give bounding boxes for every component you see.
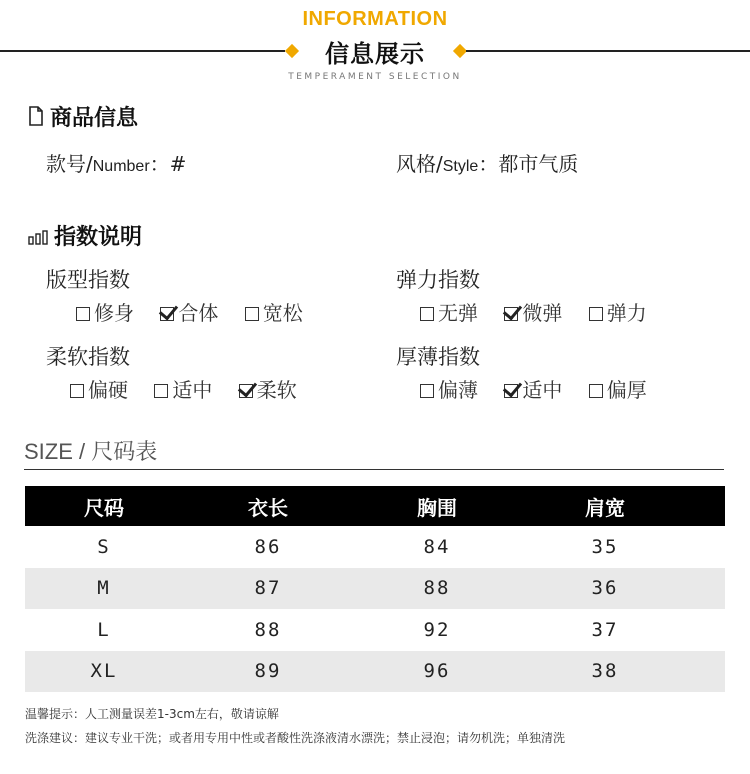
table-row [25, 609, 725, 651]
style-label: 风格/ [396, 152, 443, 176]
column-header: 尺码 [84, 495, 124, 520]
option-list [70, 374, 317, 403]
cell: M [97, 577, 111, 600]
group-title: 版型指数 [46, 268, 130, 292]
option: 弹力 [589, 297, 647, 326]
cell: 87 [254, 577, 282, 600]
index-title: 指数说明 [54, 225, 143, 250]
header-title-en: INFORMATION [302, 8, 448, 30]
header-title-cn: 信息展示 [325, 40, 425, 68]
cell: S [97, 535, 111, 558]
number-label-en: Number [92, 158, 150, 175]
cell: 88 [423, 577, 451, 600]
style-field [396, 148, 578, 177]
option: 偏薄 [420, 374, 478, 403]
document-icon [28, 106, 44, 132]
group-title: 弹力指数 [396, 268, 480, 292]
cell: 88 [254, 618, 282, 641]
checkbox-checked [239, 384, 253, 398]
wash-note: 洗涤建议：建议专业干洗；或者用专用中性或者酸性洗涤液清水漂洗；禁止浸泡；请勿机洗；单独清洗 [25, 731, 566, 745]
cell: 35 [591, 535, 619, 558]
product-info-heading [28, 101, 138, 132]
header-subtitle: TEMPERAMENT SELECTION [288, 72, 462, 82]
option: 无弹 [420, 297, 478, 326]
cell: 36 [591, 577, 619, 600]
checkbox [589, 307, 603, 321]
bar-chart-icon [28, 226, 48, 251]
option-list [420, 374, 667, 403]
product-info-title: 商品信息 [50, 106, 139, 131]
checkbox [154, 384, 168, 398]
checkbox [76, 307, 90, 321]
option: 宽松 [245, 297, 303, 326]
option: 偏厚 [589, 374, 647, 403]
number-label: 款号/ [46, 152, 93, 176]
tip-note: 温馨提示：人工测量误差1-3cm左右，敬请谅解 [25, 707, 279, 721]
index-heading [28, 220, 142, 251]
group-title: 柔软指数 [46, 345, 130, 369]
option: 微弹 [504, 297, 562, 326]
cell: 86 [254, 535, 282, 558]
size-chart-title: SIZE / 尺码表 [24, 439, 158, 464]
cell: 92 [423, 618, 451, 641]
column-header: 肩宽 [585, 495, 625, 520]
style-value: ：都市气质 [478, 152, 579, 176]
option: 柔软 [239, 374, 297, 403]
checkbox [420, 307, 434, 321]
size-table [25, 486, 725, 692]
option-list [420, 297, 667, 326]
option-list [76, 297, 323, 326]
number-field [46, 148, 186, 177]
cell: 89 [254, 660, 282, 683]
option: 适中 [504, 374, 562, 403]
cell: 84 [423, 535, 451, 558]
table-row [25, 526, 725, 568]
option: 偏硬 [70, 374, 128, 403]
table-row [25, 651, 725, 693]
style-label-en: Style [442, 158, 479, 175]
cell: XL [90, 660, 118, 683]
checkbox-checked [504, 384, 518, 398]
group-title: 厚薄指数 [396, 345, 480, 369]
cell: 96 [423, 660, 451, 683]
header-divider-right [466, 50, 750, 52]
cell: L [97, 618, 111, 641]
table-header [25, 486, 725, 526]
cell: 38 [591, 660, 619, 683]
checkbox [245, 307, 259, 321]
option: 适中 [154, 374, 212, 403]
checkbox-checked [160, 307, 174, 321]
column-header: 胸围 [417, 495, 457, 520]
number-value: ：# [149, 152, 187, 176]
column-header: 衣长 [248, 495, 288, 520]
table-row [25, 568, 725, 610]
option: 修身 [76, 297, 134, 326]
checkbox [420, 384, 434, 398]
checkbox [70, 384, 84, 398]
option: 合体 [160, 297, 218, 326]
divider [24, 469, 724, 470]
checkbox-checked [504, 307, 518, 321]
checkbox [589, 384, 603, 398]
cell: 37 [591, 618, 619, 641]
